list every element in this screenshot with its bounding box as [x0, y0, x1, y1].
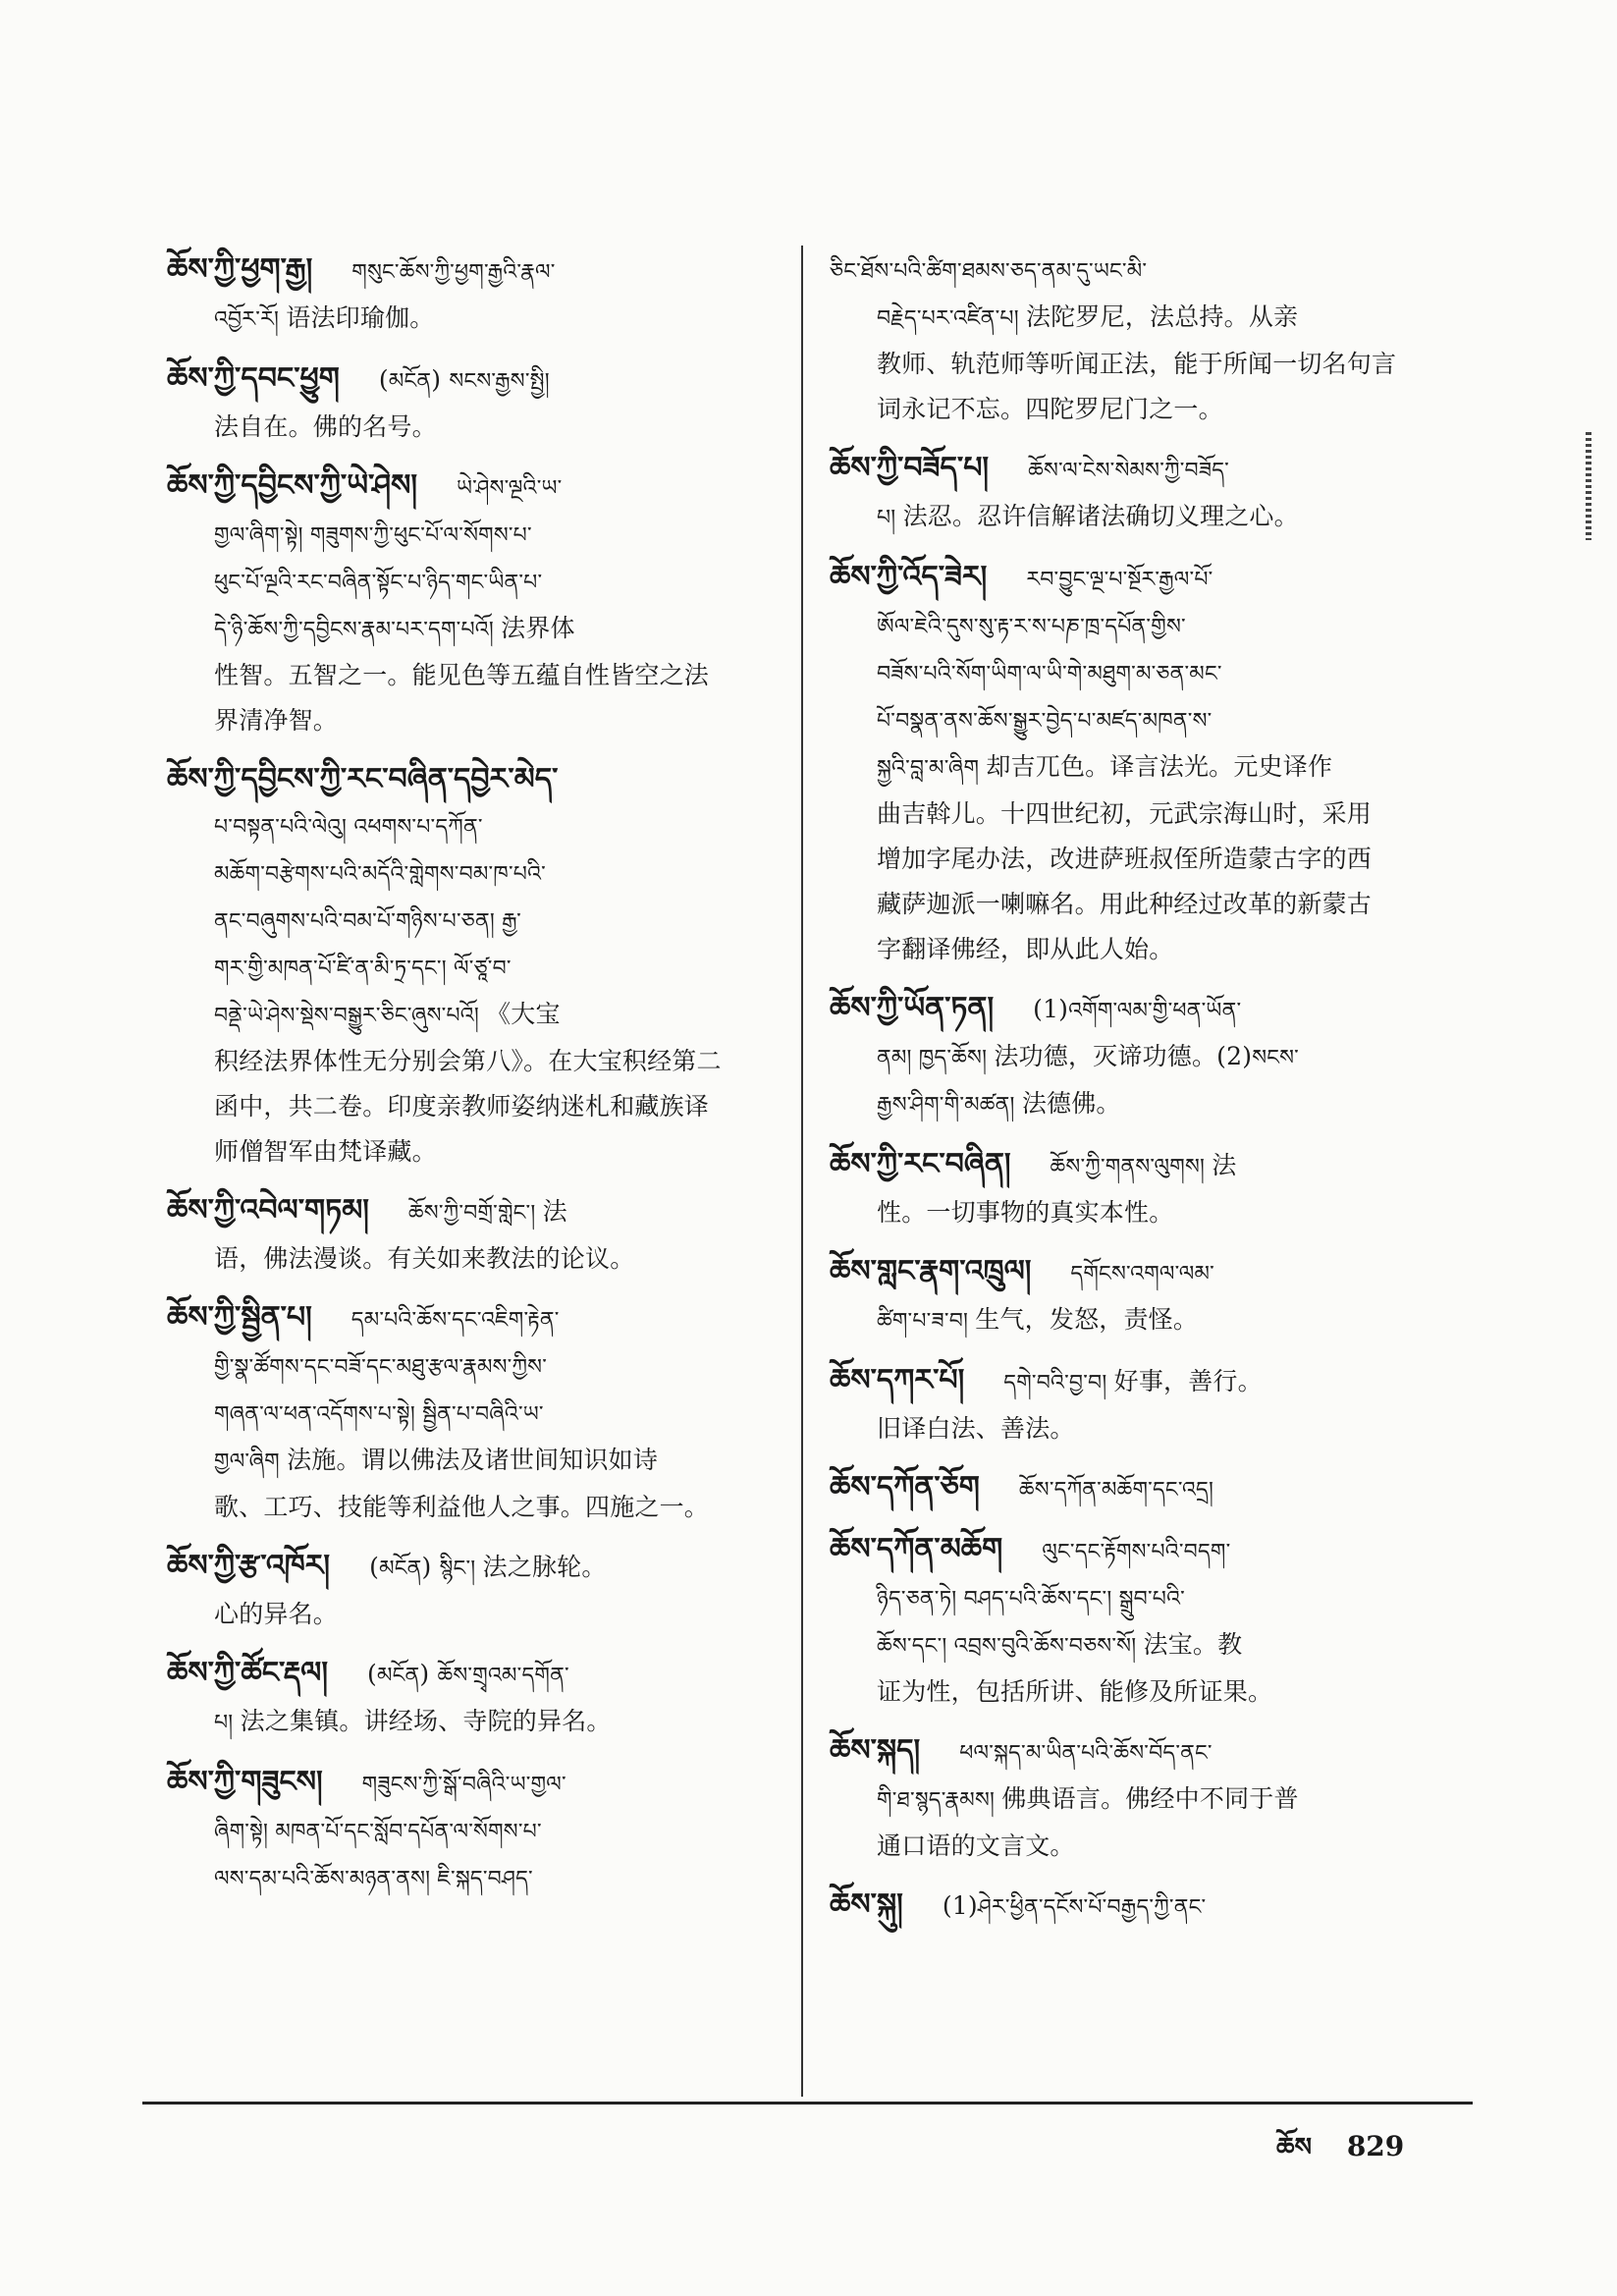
definition-text: 证为性，包括所讲、能修及所证果。	[877, 1677, 1273, 1706]
definition-text: ཆོས་དཀོན་མཆོག་དང་འདྲ།	[1018, 1478, 1214, 1503]
definition-text: ཞིག་སྟེ། མཁན་པོ་དང་སློབ་དཔོན་ལ་སོགས་པ་	[214, 1820, 542, 1844]
entry-continuation-line	[167, 898, 805, 945]
entry-continuation-line	[830, 494, 1468, 541]
entry-continuation-line	[167, 1592, 805, 1637]
entry-continuation-line	[830, 1034, 1468, 1081]
entry-first-line	[167, 247, 805, 296]
dictionary-entry	[830, 555, 1468, 972]
definition-text: ཕལ་སྐད་མ་ཡིན་པའི་ཆོས་བོད་ནང་	[959, 1741, 1213, 1766]
entry-continuation-line	[830, 837, 1468, 882]
entry-first-line	[830, 1358, 1468, 1406]
definition-text: ནང་བཞུགས་པའི་བམ་པོ་གཉིས་པ་ཅན། རྒྱ་	[214, 909, 521, 934]
entry-continuation-line	[167, 1808, 805, 1855]
headword: ཆོས་སྐུ།	[830, 1887, 903, 1922]
definition-text: ནམ། ཁྱད་ཆོས། 法功德，灭谛功德。(2)སངས་	[877, 1042, 1300, 1070]
definition-text: བནྡེ་ཡེ་ཤེས་སྡེས་བསྒྱུར་ཅིང་ཞུས་པའོ། 《大宝	[214, 1000, 561, 1028]
definition-text: དགོངས་འགལ་ལམ་	[1070, 1262, 1214, 1286]
entry-continuation-line	[167, 1855, 805, 1902]
entry-first-line	[830, 986, 1468, 1034]
entry-first-line	[167, 1651, 805, 1699]
dictionary-entry	[830, 1142, 1468, 1235]
definition-text: གསུང་ཆོས་ཀྱི་ཕྱག་རྒྱའི་རྣལ་	[351, 260, 556, 285]
page-footer	[1276, 2119, 1404, 2191]
dictionary-entry	[830, 1465, 1468, 1513]
right-column	[830, 247, 1468, 1944]
definition-text: 歌、工巧、技能等利益他人之事。四施之一。	[214, 1493, 710, 1521]
entry-continuation-line	[830, 295, 1468, 342]
entry-continuation-line	[167, 1343, 805, 1391]
definition-text: གཟུངས་ཀྱི་སྒོ་བཞིའི་ཡ་གྱལ་	[361, 1773, 566, 1797]
footer-running-word: ཆོས	[1276, 2133, 1313, 2162]
entry-continuation-line	[830, 1669, 1468, 1715]
headword: ཆོས་ཀྱི་དབྱིངས་ཀྱི་ཡེ་ཤེས།	[167, 468, 418, 503]
definition-text: ཆོས་དང་། འབྲས་བུའི་ཆོས་བཅས་སོ། 法宝。教	[877, 1630, 1243, 1659]
entry-continuation-line	[830, 1081, 1468, 1128]
definition-text: 曲吉斡儿。十四世纪初，元武宗海山时，采用	[877, 799, 1373, 828]
definition-text: ཆོས་ཀྱི་བགྲོ་གླེང་། 法	[407, 1197, 567, 1226]
entry-continuation-line	[830, 1824, 1468, 1869]
definition-text: པོ་བསྣན་ནས་ཆོས་སྒྱུར་བྱེད་པ་མཛད་མཁན་ས་	[877, 709, 1213, 734]
headword: ཆོས་དཀར་པོ།	[830, 1363, 965, 1397]
dictionary-entry	[830, 986, 1468, 1128]
entry-continuation-line	[830, 1777, 1468, 1824]
definition-text: པ། 法忍。忍许信解诸法确切义理之心。	[877, 502, 1299, 530]
entry-continuation-line	[167, 945, 805, 992]
definition-text: དགེ་བའི་བྱ་བ། 好事，善行。	[1003, 1367, 1263, 1395]
entry-first-line	[830, 1883, 1468, 1931]
dictionary-entry	[167, 1295, 805, 1530]
definition-text: 积经法界体性无分别会第八》。在大宝积经第二	[214, 1047, 722, 1075]
entry-first-line	[167, 757, 805, 803]
definition-text: 通口语的文言文。	[877, 1831, 1075, 1860]
definition-text: 性。一切事物的真实本性。	[877, 1198, 1174, 1227]
definition-text: པ། 法之集镇。讲经场、寺院的异名。	[214, 1707, 612, 1735]
footer-rule	[142, 2102, 1473, 2105]
definition-text: 词永记不忘。四陀罗尼门之一。	[877, 395, 1223, 423]
dictionary-entry	[167, 757, 805, 1175]
entry-continuation-line	[830, 603, 1468, 650]
entry-continuation-line	[830, 882, 1468, 927]
dictionary-entry	[167, 1188, 805, 1282]
definition-text: རྒྱས་ཤིག་གི་མཚན། 法德佛。	[877, 1089, 1121, 1118]
entry-continuation-line	[830, 1297, 1468, 1344]
definition-text: 师僧智军由梵译藏。	[214, 1137, 437, 1166]
definition-text: གྱལ་ཞིག་སྟེ། གཟུགས་ཀྱི་ཕུང་པོ་ལ་སོགས་པ་	[214, 523, 532, 548]
headword: ཆོས་དཀོན་མཆོག	[830, 1532, 1003, 1566]
definition-text: ཆོས་ཀྱི་གནས་ལུགས། 法	[1050, 1151, 1237, 1179]
dictionary-entry	[830, 247, 1468, 432]
dictionary-entry	[830, 1728, 1468, 1869]
definition-text: གི་ཐ་སྙད་རྣམས། 佛典语言。佛经中不同于普	[877, 1784, 1299, 1813]
headword: ཆོས་ཀྱི་བཟོད་པ།	[830, 451, 990, 485]
dictionary-entry	[830, 446, 1468, 541]
definition-text: ཅིང་ཐོས་པའི་ཚིག་ཐམས་ཅད་ནམ་དུ་ཡང་མི་	[830, 259, 1148, 284]
entry-continuation-line	[830, 342, 1468, 387]
definition-text: (1)འགོག་ལམ་གྱི་ཕན་ཡོན་	[1033, 995, 1242, 1023]
entry-continuation-line	[167, 296, 805, 343]
definition-text: 语，佛法漫谈。有关如来教法的论议。	[214, 1244, 635, 1273]
definition-text: ལས་དམ་པའི་ཆོས་མཉན་ནས། ཇི་སྐད་བཤད་	[214, 1867, 533, 1891]
definition-text: 心的异名。	[214, 1600, 339, 1628]
entry-continuation-line	[830, 927, 1468, 972]
definition-text: (མངོན) ཆོས་གྲྭའམ་དགོན་	[367, 1660, 569, 1688]
entry-continuation-line	[167, 803, 805, 850]
headword: ཆོས་ཀྱི་རྩ་འཁོར།	[167, 1549, 331, 1583]
dictionary-entry	[830, 1527, 1468, 1715]
entry-first-line	[830, 555, 1468, 603]
headword: ཆོས་ཀྱི་དབང་ཕྱུག	[167, 361, 340, 396]
dictionary-entry	[167, 1651, 805, 1746]
entry-continuation-line	[167, 1699, 805, 1746]
definition-text: 函中，共二卷。印度亲教师姿纳迷札和藏族译	[214, 1092, 710, 1121]
headword: ཆོས་ཀྱི་དབྱིངས་ཀྱི་རང་བཞིན་དབྱེར་མེད་	[167, 762, 559, 796]
definition-text: པ་བསྟན་པའི་ལེའུ། འཕགས་པ་དཀོན་	[214, 815, 483, 840]
definition-text: ཡེ་ཤེས་ལྔའི་ཡ་	[457, 476, 563, 501]
definition-text: འབྱོར་རོ། 语法印瑜伽。	[214, 303, 435, 332]
definition-text: ཚིག་པ་ཟ་བ། 生气，发怒，责怪。	[877, 1305, 1199, 1334]
headword: ཆོས་ཀྱི་ཕྱག་རྒྱ།	[167, 252, 313, 287]
entry-continuation-line	[167, 1129, 805, 1175]
definition-text: ཕུང་པོ་ལྔའི་རང་བཞིན་སྟོང་པ་ཉིད་གང་ཡིན་པ་	[214, 571, 543, 595]
entry-continuation-line	[830, 387, 1468, 432]
entry-continuation-line	[167, 559, 805, 606]
definition-text: (མངོན) སངས་རྒྱས་སྤྱི།	[378, 365, 550, 394]
definition-text: (མངོན) སྙིང་། 法之脉轮。	[369, 1553, 607, 1581]
entry-continuation-line	[167, 653, 805, 698]
dictionary-entry	[830, 1358, 1468, 1451]
headword: ཆོས་སྐད།	[830, 1733, 921, 1768]
entry-continuation-line	[167, 1084, 805, 1129]
dictionary-entry	[167, 356, 805, 450]
entry-continuation-line	[167, 1039, 805, 1084]
definition-text: མཆོག་བརྩེགས་པའི་མདོའི་གླེགས་བམ་ཁ་པའི་	[214, 862, 546, 887]
entry-first-line	[830, 446, 1468, 494]
page-number: 829	[1346, 2130, 1405, 2162]
definition-text: 法自在。佛的名号。	[214, 412, 437, 441]
entry-continuation-line	[830, 1622, 1468, 1669]
headword: ཆོས་ཀྱི་འབེལ་གཏམ།	[167, 1193, 369, 1228]
entry-continuation-line	[830, 650, 1468, 697]
entry-continuation-line	[830, 697, 1468, 744]
definition-text: བརྗེད་པར་འཛིན་པ། 法陀罗尼，法总持。从亲	[877, 302, 1299, 331]
definition-text: 界清净智。	[214, 706, 339, 735]
entry-continuation-line	[830, 792, 1468, 837]
headword: ཆོས་ཀྱི་འོད་ཟེར།	[830, 560, 988, 594]
entry-continuation-line	[830, 744, 1468, 792]
definition-text: 增加字尾办法，改进萨班叔侄所造蒙古字的西	[877, 845, 1373, 873]
definition-text: 性智。五智之一。能见色等五蕴自性皆空之法	[214, 661, 710, 689]
entry-first-line	[830, 1728, 1468, 1777]
entry-continuation-line	[167, 606, 805, 653]
definition-text: 教师、轨范师等听闻正法，能于所闻一切名句言	[877, 350, 1397, 378]
headword: ཆོས་ཀྱི་སྦྱིན་པ།	[167, 1300, 312, 1335]
definition-text: གར་གྱི་མཁན་པོ་ཛི་ན་མི་ཏྲ་དང་། ལོ་ཙཱ་བ་	[214, 957, 512, 981]
entry-continuation-line	[830, 1406, 1468, 1451]
headword: ཆོས་ཀྱི་གཟུངས།	[167, 1765, 323, 1799]
headword: ཆོས་ཀྱི་ཡོན་ཏན།	[830, 991, 995, 1025]
definition-text: གྱི་སྣ་ཚོགས་དང་བཟོ་དང་མཐུ་རྩལ་རྣམས་ཀྱིས་	[214, 1355, 548, 1380]
definition-text: ཆོས་ལ་ངེས་སེམས་ཀྱི་བཟོད་	[1028, 459, 1229, 483]
definition-text: རབ་བྱུང་ལྔ་པ་སྔོར་རྒྱལ་པོ་	[1026, 568, 1213, 592]
entry-continuation-line	[167, 405, 805, 450]
headword: ཆོས་གླང་རྣག་འཁྲུལ།	[830, 1254, 1032, 1288]
entry-continuation-line	[167, 1236, 805, 1282]
entry-continuation-line	[167, 1391, 805, 1438]
entry-continuation-line	[167, 698, 805, 743]
definition-text: གཞན་ལ་ཕན་འདོགས་པ་སྟེ། སྦྱིན་པ་བཞིའི་ཡ་	[214, 1402, 544, 1427]
entry-continuation-line	[830, 1575, 1468, 1622]
left-column	[167, 247, 805, 1916]
definition-text: སྐྱའི་བླ་མ་ཞིག 却吉兀色。译言法光。元史译作	[877, 752, 1333, 781]
column-divider	[801, 246, 803, 2097]
definition-text: བཟོས་པའི་སོག་ཡིག་ལ་ཡི་གེ་མཐུག་མ་ཅན་མང་	[877, 662, 1222, 686]
dictionary-entry	[167, 247, 805, 343]
dictionary-entry	[830, 1883, 1468, 1931]
dictionary-entry	[830, 1249, 1468, 1344]
entry-first-line	[167, 1544, 805, 1592]
entry-first-line	[830, 1142, 1468, 1190]
dictionary-entry	[167, 464, 805, 743]
entry-continuation-line	[167, 992, 805, 1039]
definition-text: 旧译白法、善法。	[877, 1414, 1075, 1443]
entry-continuation-line	[830, 1190, 1468, 1235]
entry-first-line	[830, 1249, 1468, 1297]
entry-continuation-line	[167, 850, 805, 898]
definition-text: གྱལ་ཞིག 法施。谓以佛法及诸世间知识如诗	[214, 1446, 659, 1474]
entry-first-line	[830, 1465, 1468, 1513]
entry-first-line	[167, 1760, 805, 1808]
definition-text: དམ་པའི་ཆོས་དང་འཇིག་རྟེན་	[350, 1308, 560, 1333]
entry-first-line	[830, 1527, 1468, 1575]
definition-text: དེ་ཉི་ཆོས་ཀྱི་དབྱིངས་རྣམ་པར་དག་པའོ། 法界体	[214, 614, 575, 642]
entry-continuation-line	[167, 1485, 805, 1530]
entry-first-line	[167, 356, 805, 405]
headword: ཆོས་ཀྱི་རང་བཞིན།	[830, 1147, 1011, 1181]
entry-first-line	[167, 1188, 805, 1236]
dictionary-entry	[167, 1544, 805, 1637]
entry-continuation-line	[167, 1438, 805, 1485]
definition-text: ལུང་དང་རྟོགས་པའི་བདག་	[1042, 1540, 1231, 1564]
definition-text: 藏萨迦派一喇嘛名。用此种经过改革的新蒙古	[877, 890, 1373, 918]
definition-text: (1)ཤེར་ཕྱིན་དངོས་པོ་བརྒྱད་ཀྱི་ནང་	[942, 1891, 1207, 1920]
definition-text: ཉིད་ཅན་ཏེ། བཤད་པའི་ཆོས་དང་། སྒྲུབ་པའི་	[877, 1587, 1185, 1612]
definition-text: ཨོལ་ཇེའི་དུས་སུ་རྟ་ར་ས་པཎ་ཁྲ་དཔོན་གྱིས་	[877, 615, 1186, 639]
scan-edge-mark	[1586, 432, 1591, 540]
entry-first-line	[167, 464, 805, 512]
headword: ཆོས་དཀོན་ཅོག	[830, 1470, 980, 1504]
dictionary-entry	[167, 1760, 805, 1902]
entry-first-line	[830, 247, 1468, 295]
definition-text: 字翻译佛经，即从此人始。	[877, 935, 1174, 963]
entry-continuation-line	[167, 512, 805, 559]
entry-first-line	[167, 1295, 805, 1343]
headword: ཆོས་ཀྱི་ཚོང་རྡལ།	[167, 1656, 329, 1690]
